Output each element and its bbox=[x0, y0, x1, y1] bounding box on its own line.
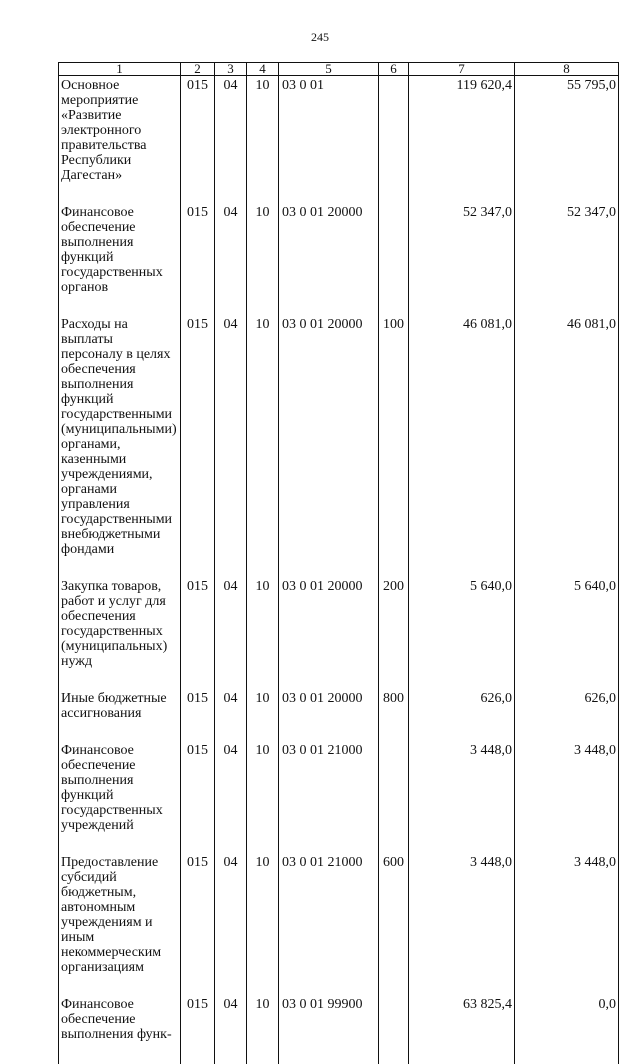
table-row bbox=[59, 579, 619, 691]
cell-amount-1: 63 825,4 bbox=[409, 997, 515, 1064]
column-header-2: 2 bbox=[181, 63, 215, 76]
table-row bbox=[59, 855, 619, 997]
cell-target-article: 03 0 01 20000 bbox=[279, 317, 379, 579]
cell-section: 04 bbox=[215, 997, 247, 1064]
cell-amount-2: 5 640,0 bbox=[515, 579, 619, 691]
cell-expense-type bbox=[379, 76, 409, 206]
table-row bbox=[59, 997, 619, 1064]
cell-expense-type bbox=[379, 743, 409, 855]
cell-subsection: 10 bbox=[247, 76, 279, 206]
cell-amount-2: 46 081,0 bbox=[515, 317, 619, 579]
cell-ministry-code: 015 bbox=[181, 691, 215, 743]
cell-subsection: 10 bbox=[247, 317, 279, 579]
row-name: Закупка товаров, работ и услуг для обеспечения государственных (муниципальных) нужд bbox=[59, 579, 181, 691]
table-row bbox=[59, 691, 619, 743]
cell-section: 04 bbox=[215, 855, 247, 997]
cell-amount-2: 55 795,0 bbox=[515, 76, 619, 206]
cell-section: 04 bbox=[215, 317, 247, 579]
cell-ministry-code: 015 bbox=[181, 855, 215, 997]
cell-ministry-code: 015 bbox=[181, 997, 215, 1064]
cell-amount-2: 3 448,0 bbox=[515, 855, 619, 997]
table-row bbox=[59, 205, 619, 317]
cell-ministry-code: 015 bbox=[181, 205, 215, 317]
cell-subsection: 10 bbox=[247, 691, 279, 743]
cell-target-article: 03 0 01 21000 bbox=[279, 855, 379, 997]
row-name: Основное мероприятие «Развитие электронного правительства Республики Дагестан» bbox=[59, 76, 181, 206]
row-name: Иные бюджетные ассигнования bbox=[59, 691, 181, 743]
row-name: Расходы на выплаты персоналу в целях обеспечения выполнения функций государственными (муниципальными) органами, казенными учреждениями, органами управления государственными внебюджетными фондами bbox=[59, 317, 181, 579]
cell-subsection: 10 bbox=[247, 205, 279, 317]
column-header-1: 1 bbox=[59, 63, 181, 76]
budget-table-container bbox=[58, 61, 618, 1042]
cell-subsection: 10 bbox=[247, 743, 279, 855]
cell-ministry-code: 015 bbox=[181, 743, 215, 855]
cell-target-article: 03 0 01 20000 bbox=[279, 205, 379, 317]
cell-section: 04 bbox=[215, 743, 247, 855]
cell-subsection: 10 bbox=[247, 855, 279, 997]
cell-amount-1: 3 448,0 bbox=[409, 743, 515, 855]
header-row bbox=[59, 63, 619, 76]
column-header-3: 3 bbox=[215, 63, 247, 76]
cell-amount-1: 52 347,0 bbox=[409, 205, 515, 317]
cell-target-article: 03 0 01 20000 bbox=[279, 691, 379, 743]
row-name: Финансовое обеспечение выполнения функций государственных органов bbox=[59, 205, 181, 317]
row-name: Предоставление субсидий бюджетным, автономным учреждениям и иным некоммерческим организациям bbox=[59, 855, 181, 997]
cell-expense-type bbox=[379, 205, 409, 317]
cell-target-article: 03 0 01 21000 bbox=[279, 743, 379, 855]
table-row bbox=[59, 76, 619, 206]
cell-amount-1: 46 081,0 bbox=[409, 317, 515, 579]
cell-section: 04 bbox=[215, 579, 247, 691]
cell-expense-type bbox=[379, 997, 409, 1064]
cell-expense-type: 100 bbox=[379, 317, 409, 579]
cell-amount-2: 52 347,0 bbox=[515, 205, 619, 317]
cell-target-article: 03 0 01 20000 bbox=[279, 579, 379, 691]
column-header-4: 4 bbox=[247, 63, 279, 76]
cell-ministry-code: 015 bbox=[181, 76, 215, 206]
cell-amount-1: 3 448,0 bbox=[409, 855, 515, 997]
cell-target-article: 03 0 01 99900 bbox=[279, 997, 379, 1064]
cell-expense-type: 800 bbox=[379, 691, 409, 743]
cell-amount-1: 626,0 bbox=[409, 691, 515, 743]
row-name: Финансовое обеспечение выполнения функ- bbox=[59, 997, 181, 1064]
budget-table bbox=[58, 62, 619, 1064]
cell-amount-2: 0,0 bbox=[515, 997, 619, 1064]
row-name: Финансовое обеспечение выполнения функций государственных учреждений bbox=[59, 743, 181, 855]
table-row bbox=[59, 317, 619, 579]
cell-expense-type: 600 bbox=[379, 855, 409, 997]
cell-amount-2: 626,0 bbox=[515, 691, 619, 743]
column-header-6: 6 bbox=[379, 63, 409, 76]
cell-amount-1: 5 640,0 bbox=[409, 579, 515, 691]
cell-section: 04 bbox=[215, 76, 247, 206]
page-number: 245 bbox=[311, 30, 329, 44]
cell-amount-1: 119 620,4 bbox=[409, 76, 515, 206]
cell-amount-2: 3 448,0 bbox=[515, 743, 619, 855]
cell-target-article: 03 0 01 bbox=[279, 76, 379, 206]
column-header-8: 8 bbox=[515, 63, 619, 76]
cell-section: 04 bbox=[215, 205, 247, 317]
table-row bbox=[59, 743, 619, 855]
cell-subsection: 10 bbox=[247, 579, 279, 691]
cell-section: 04 bbox=[215, 691, 247, 743]
cell-subsection: 10 bbox=[247, 997, 279, 1064]
cell-ministry-code: 015 bbox=[181, 579, 215, 691]
cell-expense-type: 200 bbox=[379, 579, 409, 691]
column-header-7: 7 bbox=[409, 63, 515, 76]
column-header-5: 5 bbox=[279, 63, 379, 76]
cell-ministry-code: 015 bbox=[181, 317, 215, 579]
